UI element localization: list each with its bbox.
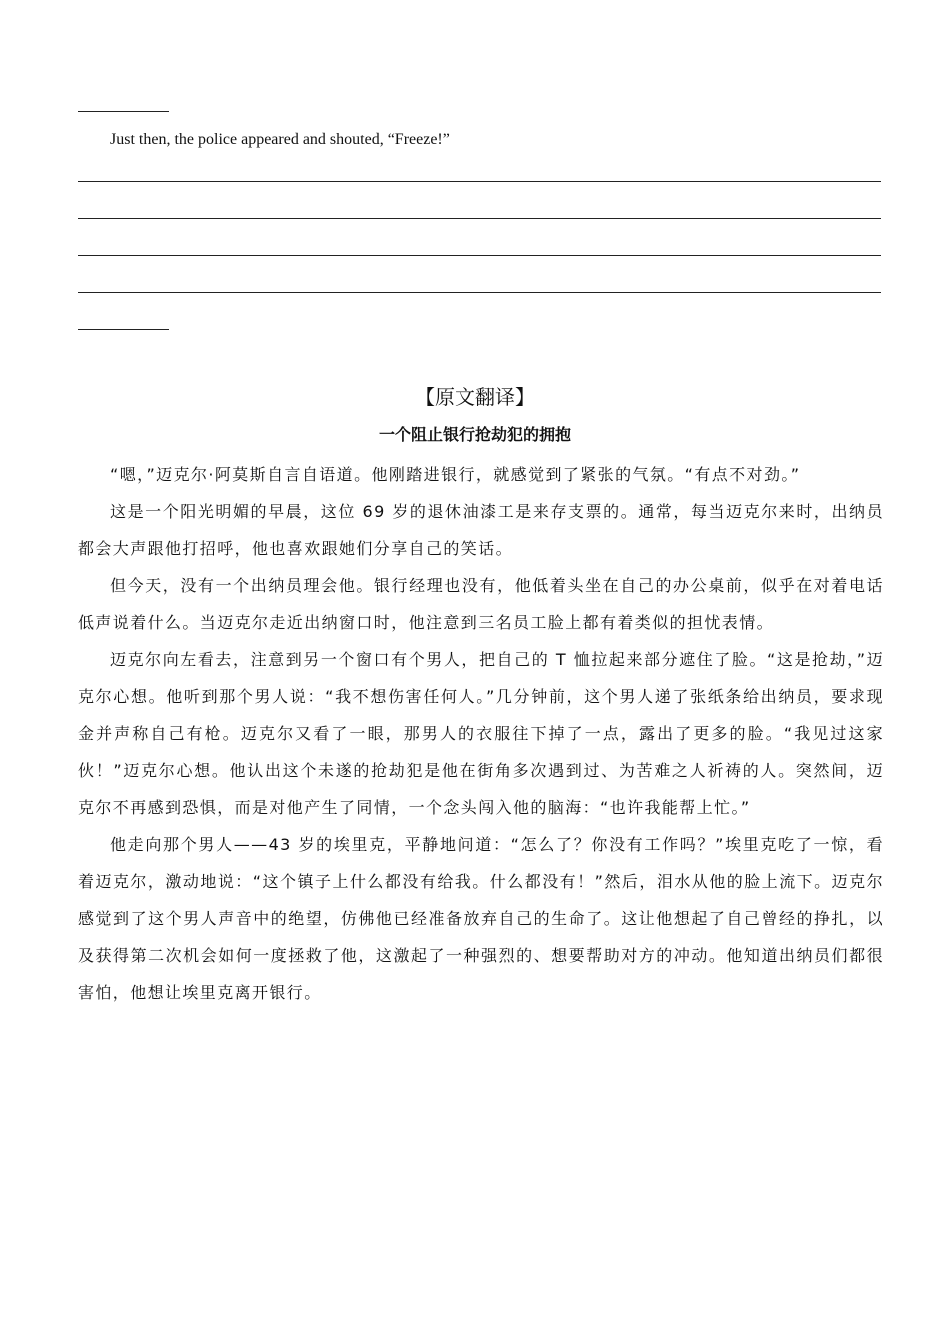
answer-line: [78, 255, 881, 256]
translation-title: 一个阻止银行抢劫犯的拥抱: [378, 425, 571, 444]
continuation-sentence: Just then, the police appeared and shouted, “Freeze!”: [110, 131, 450, 148]
paragraph: 这是一个阳光明媚的早晨，这位 69 岁的退休油漆工是来存支票的。通常，每当迈克尔来时，出纳员都会大声跟他打招呼，他也喜欢跟她们分享自己的笑话。: [78, 502, 884, 558]
paragraph: “嗯，”迈克尔·阿莫斯自言自语道。他刚踏进银行，就感觉到了紧张的气氛。“有点不对劲。”: [110, 465, 801, 484]
paragraph: 迈克尔向左看去，注意到另一个窗口有个男人，把自己的 T 恤拉起来部分遮住了脸。“这是抢劫，”迈克尔心想。他听到那个男人说：“我不想伤害任何人。”几分钟前，这个男人递了张纸条给出纳员，要求现金并声称自己有枪。迈克尔又看了一眼，那男人的衣服往下掉了一点，露出了更多的脸。“我见过这家伙！”迈克尔心想。他认出这个未遂的抢劫犯是他在街角多次遇到过、为苦难之人祈祷的人。突然间，迈克尔不再感到恐惧，而是对他产生了同情，一个念头闯入他的脑海：“也许我能帮上忙。”: [78, 650, 884, 817]
paragraph: 但今天，没有一个出纳员理会他。银行经理也没有，他低着头坐在自己的办公桌前，似乎在对着电话低声说着什么。当迈克尔走近出纳窗口时，他注意到三名员工脸上都有着类似的担忧表情。: [78, 576, 884, 632]
answer-line-short-top: [78, 111, 169, 112]
translation-body: [78, 456, 884, 1011]
paragraph: 他走向那个男人——43 岁的埃里克，平静地问道：“怎么了？你没有工作吗？”埃里克吃了一惊，看着迈克尔，激动地说：“这个镇子上什么都没有给我。什么都没有！”然后，泪水从他的脸上流下。迈克尔感觉到了这个男人声音中的绝望，仿佛他已经准备放弃自己的生命了。这让他想起了自己曾经的挣扎，以及获得第二次机会如何一度拯救了他，这激起了一种强烈的、想要帮助对方的冲动。他知道出纳员们都很害怕，他想让埃里克离开银行。: [78, 835, 884, 1002]
answer-line: [78, 292, 881, 293]
answer-line: [78, 181, 881, 182]
answer-line: [78, 218, 881, 219]
answer-line-short-bottom: [78, 329, 169, 330]
section-heading: 【原文翻译】: [415, 385, 535, 409]
